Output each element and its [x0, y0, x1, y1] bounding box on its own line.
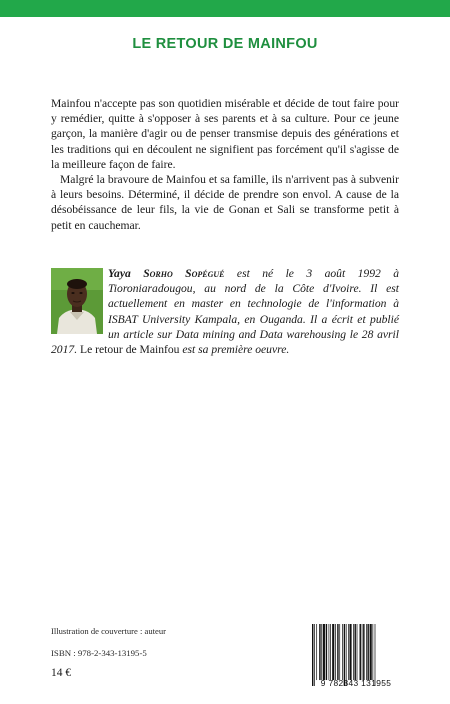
barcode-bar [354, 624, 355, 680]
barcode-bar [342, 624, 343, 680]
barcode-bar [353, 624, 354, 680]
author-bio [51, 266, 399, 357]
barcode-bar [362, 624, 363, 680]
barcode-bar [316, 624, 317, 680]
barcode-bar [337, 624, 338, 680]
author-bio-text-2: est sa première oeuvre. [179, 343, 290, 357]
isbn: ISBN : 978-2-343-13195-5 [51, 648, 147, 658]
barcode-bar [339, 624, 340, 680]
barcode-bar [348, 624, 349, 680]
barcode-bar [314, 624, 315, 686]
author-portrait-icon [51, 268, 103, 334]
barcode-bar [330, 624, 331, 680]
author-last-name: Sorho Sopégué [143, 267, 225, 280]
top-color-band [0, 0, 450, 17]
barcode-bar [323, 624, 325, 680]
synopsis [51, 96, 399, 233]
author-bio-book-ref: Le retour de Mainfou [79, 343, 180, 357]
barcode-bar [319, 624, 320, 680]
synopsis-paragraph-1: Mainfou n'accepte pas son quotidien misérable et décide de tout faire pour y remédier, quitte à s'opposer à ses parents et à sa culture. Pour ce jeune garçon, la manière d'agir ou de penser transmise depuis des générations et les traditions qui en découlent ne signifient pas forcément qu'il s'agisse de la meilleure façon de faire. [51, 97, 399, 171]
barcode-bar [370, 624, 372, 680]
barcode-bar [326, 624, 327, 680]
barcode-bar [321, 624, 322, 680]
barcode-icon [311, 624, 401, 686]
author-bio-text-1: est né le 3 août 1992 à Tioroniaradougou, au nord de la Côte d'Ivoire. Il est actuellement en master en technologie de l'information à ISBAT University Kampala, en Ouganda. Il a écrit et publié un article sur Data mining and Data warehousing le 28 avril 2017. [51, 267, 399, 357]
cover-illustration-credit: Illustration de couverture : auteur [51, 626, 167, 636]
barcode-bar [360, 624, 361, 680]
barcode-bar [329, 624, 330, 680]
barcode-bar [366, 624, 367, 680]
barcode-bar [372, 624, 373, 680]
book-title: LE RETOUR DE MAINFOU [132, 36, 318, 52]
barcode-bar [332, 624, 334, 680]
barcode-bar [344, 624, 345, 686]
price: 14 € [51, 667, 72, 679]
barcode-bar [346, 624, 347, 686]
barcode-digits: 9 782343 131955 [320, 678, 392, 688]
barcode-bar [357, 624, 358, 680]
barcode-bar [375, 624, 376, 686]
barcode-bar [335, 624, 336, 680]
barcode-bar [363, 624, 364, 680]
barcode-bar [367, 624, 368, 680]
synopsis-paragraph-2: Malgré la bravoure de Mainfou et sa famille, ils n'arrivent pas à subvenir à leurs besoins. Déterminé, il décide de prendre son envol. A cause de la désobéissance de leur fils, la vie de Gonan et Sali se transforme petit à petit en cauchemar. [51, 173, 399, 232]
author-first-name: Yaya [108, 267, 131, 280]
barcode-bar [312, 624, 313, 686]
barcode-bar [349, 624, 351, 680]
